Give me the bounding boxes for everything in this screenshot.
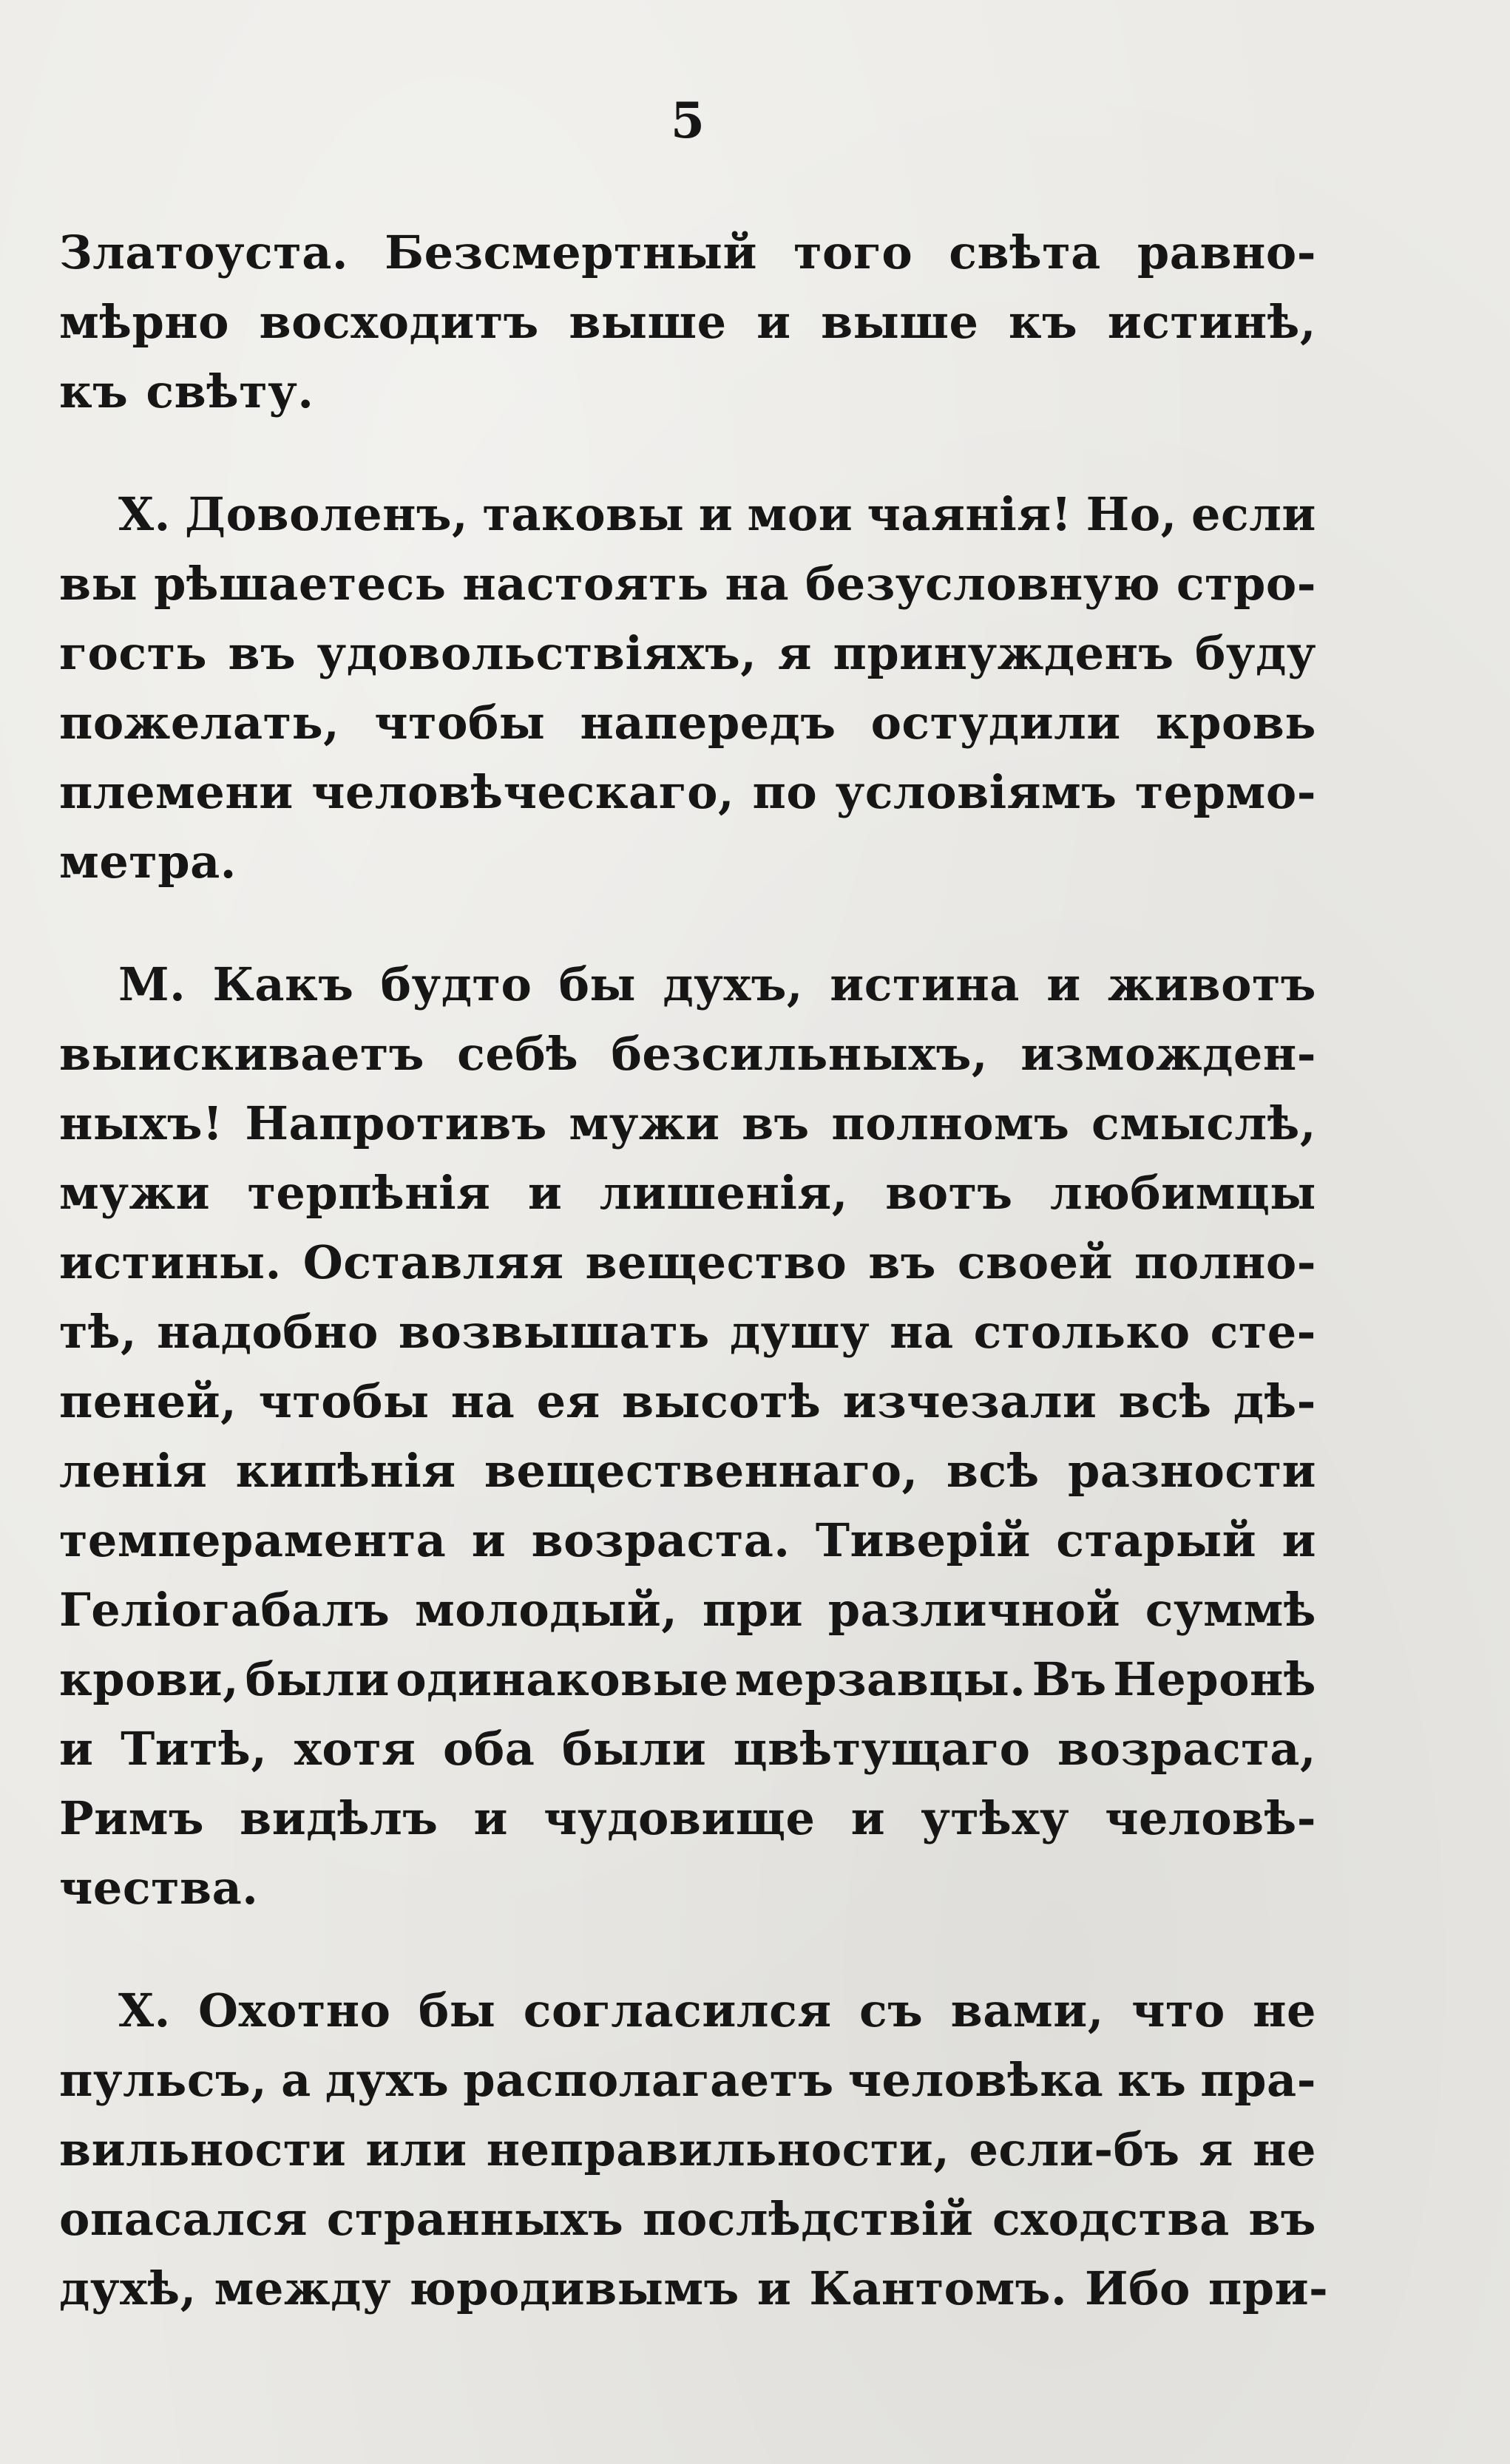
text-line: духѣ, между юродивымъ и Кантомъ. Ибо при- <box>59 2261 1329 2315</box>
text-block <box>59 218 1329 2377</box>
text-line: пеней, чтобы на ея высотѣ изчезали всѣ дѣ- <box>59 1374 1316 1428</box>
text-line: мужи терпѣнія и лишенія, вотъ любимцы <box>59 1166 1316 1220</box>
text-line: Златоуста. Безсмертный того свѣта равно- <box>59 225 1316 279</box>
text-line: выискиваетъ себѣ безсильныхъ, изможден- <box>59 1027 1316 1081</box>
paragraph <box>59 218 1316 427</box>
page-number: 5 <box>671 92 705 149</box>
text-line: вильности или неправильности, если-бъ я не <box>59 2122 1316 2176</box>
text-line: Геліогабалъ молодый, при различной суммѣ <box>59 1583 1316 1637</box>
text-line: метра. <box>59 835 237 889</box>
paragraph <box>59 950 1316 1923</box>
paragraph <box>59 480 1316 897</box>
text-line: опасался странныхъ послѣдствій сходства въ <box>59 2192 1316 2246</box>
text-line: и Титѣ, хотя оба были цвѣтущаго возраста, <box>59 1722 1316 1776</box>
text-line: крови, были одинаковые мерзавцы. Въ Неронѣ <box>59 1652 1316 1706</box>
text-line: Римъ видѣлъ и чудовище и утѣху человѣ- <box>59 1791 1316 1845</box>
text-line: мѣрно восходитъ выше и выше къ истинѣ, <box>59 295 1316 349</box>
text-line: М. Какъ будто бы духъ, истина и животъ <box>118 957 1316 1011</box>
text-line: ленія кипѣнія вещественнаго, всѣ разности <box>59 1444 1316 1498</box>
text-line: тѣ, надобно возвышать душу на столько сте- <box>59 1305 1316 1359</box>
text-line: пожелать, чтобы напередъ остудили кровь <box>59 696 1316 750</box>
text-line: племени человѣческаго, по условіямъ термо- <box>59 765 1316 819</box>
text-line: ныхъ! Напротивъ мужи въ полномъ смыслѣ, <box>59 1096 1316 1150</box>
text-line: Х. Охотно бы согласился съ вами, что не <box>118 1983 1316 2037</box>
text-line: къ свѣту. <box>59 364 314 418</box>
text-line: гость въ удовольствіяхъ, я принужденъ буду <box>59 626 1316 680</box>
text-line: вы рѣшаетесь настоять на безусловную стро- <box>59 557 1316 611</box>
paragraph <box>59 1976 1329 2324</box>
text-line: темперамента и возраста. Тиверій старый и <box>59 1513 1316 1567</box>
text-line: чества. <box>59 1861 259 1915</box>
text-line: Х. Доволенъ, таковы и мои чаянія! Но, если <box>118 487 1316 541</box>
text-line: истины. Оставляя вещество въ своей полно- <box>59 1235 1316 1289</box>
text-line: пульсъ, а духъ располагаетъ человѣка къ пра- <box>59 2053 1316 2107</box>
